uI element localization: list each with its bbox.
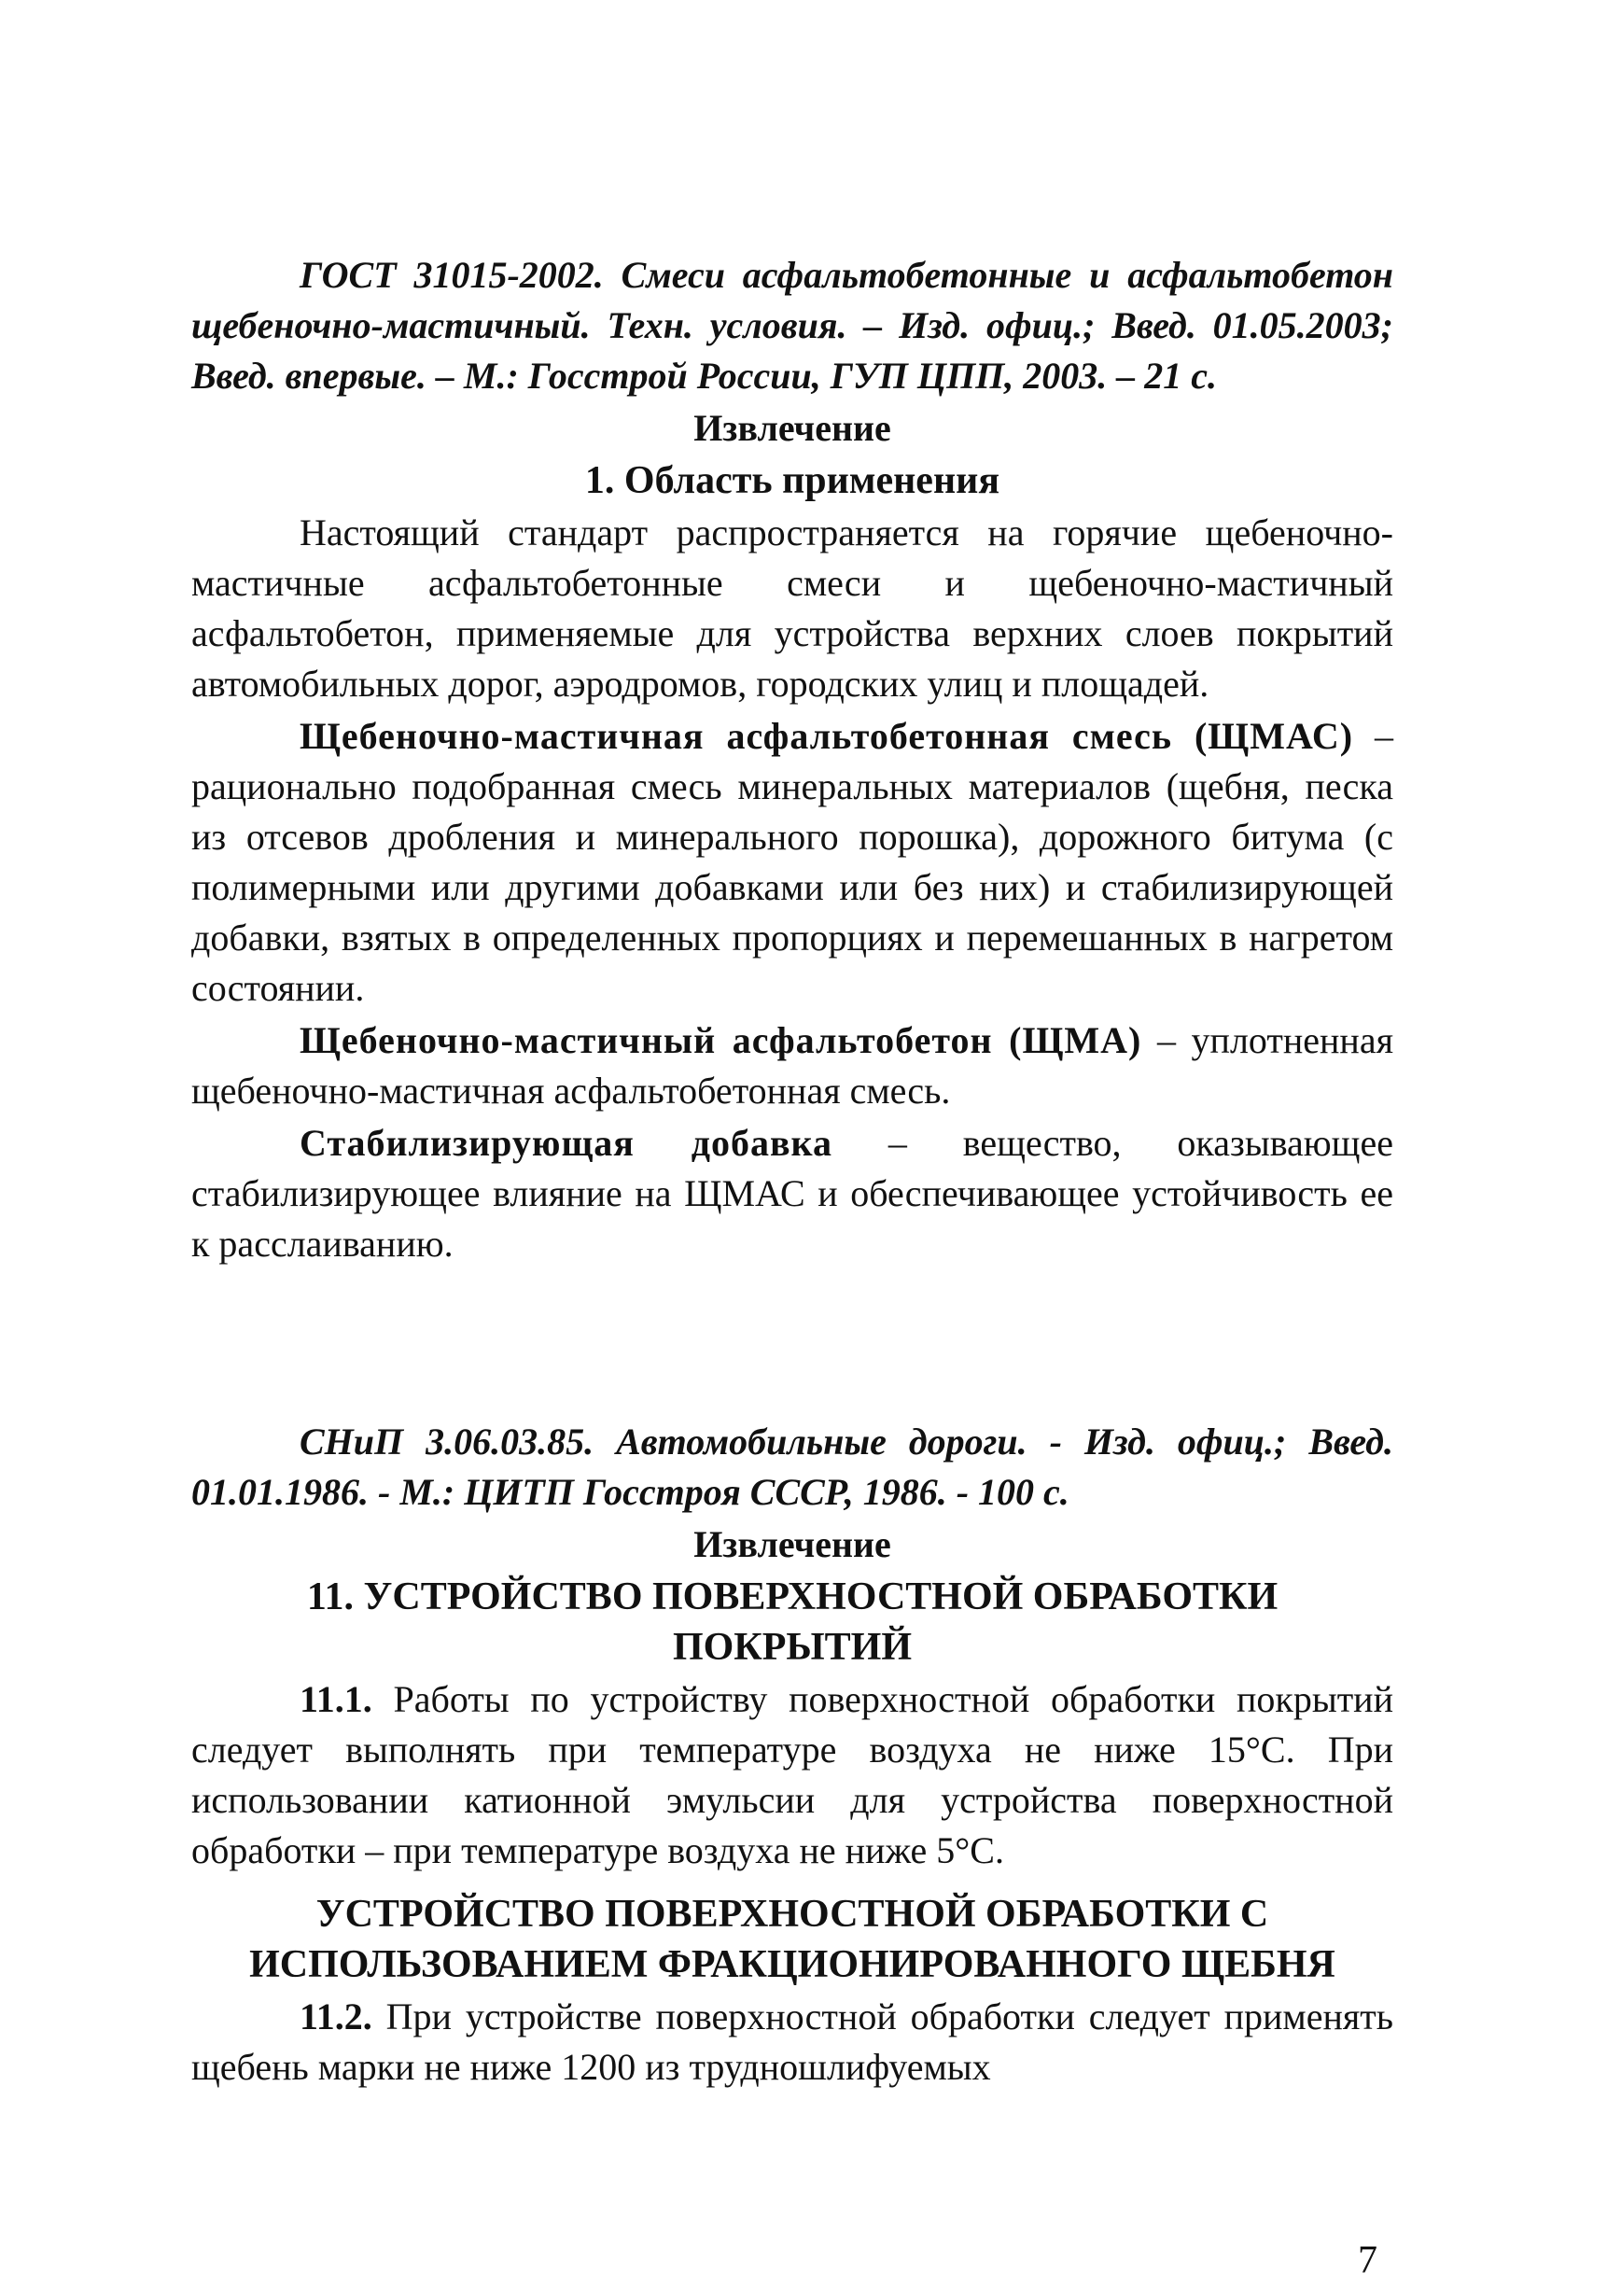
definition-text: – уплотненная щебеночно-мастичная асфальтобетонная смесь. xyxy=(191,1019,1393,1112)
extract-label: Извлечение xyxy=(693,1523,891,1565)
extract-label: Извлечение xyxy=(693,407,891,449)
paragraph-11-2 xyxy=(191,1992,1393,2093)
definition-text: – рационально подобранная смесь минеральных материалов (щебня, песка из отсевов дробления и минерального порошка), дорожного битума (с полимерными или другими добавками или без них) и стабилизирующей добавки, взятых в определенных пропорциях и перемешанных в нагретом состоянии. xyxy=(191,715,1394,1009)
citation-snip: СНиП 3.06.03.85. Автомобильные дороги. - Изд. офиц.; Введ. 01.01.1986. - М.: ЦИТП Госстроя СССР, 1986. - 100 с. xyxy=(191,1421,1393,1513)
citation-gost: ГОСТ 31015-2002. Смеси асфальтобетонные и асфальтобетон щебеночно-мастичный. Техн. условия. – Изд. офиц.; Введ. 01.05.2003; Введ. впервые. – М.: Госстрой России, ГУП ЦПП, 2003. – 21 с. xyxy=(191,254,1393,397)
section-snip xyxy=(191,1417,1393,2093)
clause-text: При устройстве поверхностной обработки следует применять щебень марки не ниже 1200 из трудношлифуемых xyxy=(191,1995,1393,2088)
clause-number: 11.2. xyxy=(300,1995,372,2037)
term: Стабилизирующая добавка xyxy=(300,1122,832,1164)
clause-number: 11.1. xyxy=(300,1678,372,1720)
section-heading: 1. Область применения xyxy=(584,459,1000,502)
definition-shma xyxy=(191,1015,1393,1116)
section-heading: 11. УСТРОЙСТВО ПОВЕРХНОСТНОЙ ОБРАБОТКИ ПОКРЫТИЙ xyxy=(306,1575,1279,1669)
page-number: 7 xyxy=(1358,2239,1377,2282)
subsection-heading: УСТРОЙСТВО ПОВЕРХНОСТНОЙ ОБРАБОТКИ С ИСПОЛЬЗОВАНИЕМ ФРАКЦИОНИРОВАННОГО ЩЕБНЯ xyxy=(249,1893,1335,1986)
definition-text: – вещество, оказывающее стабилизирующее влияние на ЩМАС и обеспечивающее устойчивость ее к расслаиванию. xyxy=(191,1122,1393,1265)
term: Щебеночно-мастичный асфальтобетон (ЩМА) xyxy=(300,1019,1142,1061)
paragraph-11-1 xyxy=(191,1674,1393,1876)
term: Щебеночно-мастичная асфальтобетонная смесь (ЩМАС) xyxy=(300,715,1354,757)
definition-shmas xyxy=(191,711,1393,1014)
clause-text: Работы по устройству поверхностной обработки покрытий следует выполнять при температуре воздуха не ниже 15°С. При использовании катионной эмульсии для устройства поверхностной обработки – при температуре воздуха не ниже 5°С. xyxy=(191,1678,1393,1871)
definition-stabilizer xyxy=(191,1118,1393,1269)
section-gost xyxy=(191,250,1393,1269)
paragraph: Настоящий стандарт распространяется на горячие щебеночно-мастичные асфальтобетонные смеси и щебеночно-мастичный асфальтобетон, применяемые для устройства верхних слоев покрытий автомобильных дорог, аэродромов, городских улиц и площадей. xyxy=(191,511,1393,705)
